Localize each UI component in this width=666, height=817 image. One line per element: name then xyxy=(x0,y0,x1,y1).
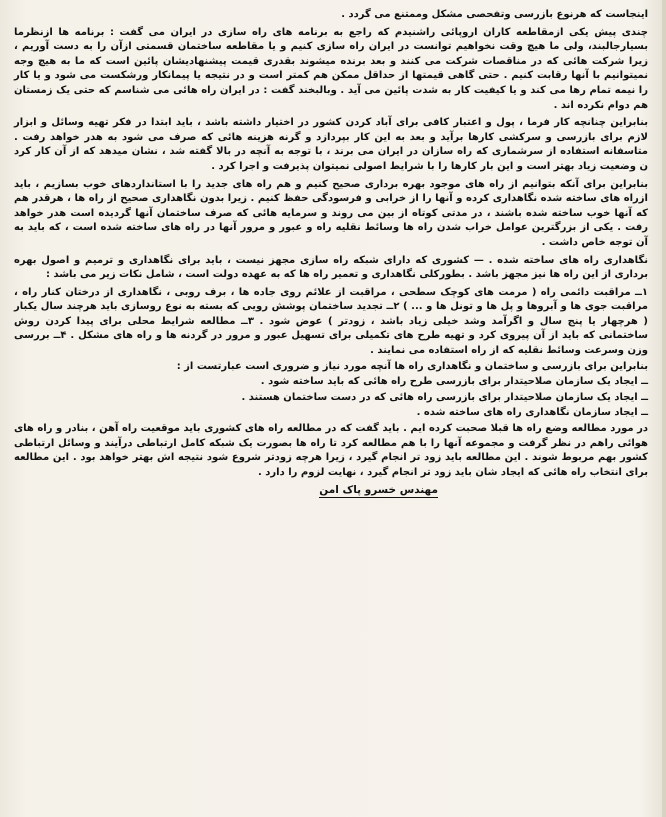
closing-paragraph: در مورد مطالعه وضع راه ها قبلا صحبت کرده ایم . باید گفت که در مطالعه راه های کشوری باید موقعیت راه آهن ، بنادر و راه های هوائی راهم در نظر گرفت و مجموعه آنها را با هم مطالعه کرد تا راه ها بصورت یک شبکه کامل ارتباطی درآیند و وسائل ارتباطی کشور بهم مربوط شوند . این مطالعه باید زود تر انجام گیرد ، زیرا هرچه زودتر شروع شود نتیجه اش بهتر خواهد بود . این مطالعه برای انتخاب راه هائی که ایجاد شان باید زود تر انجام گیرد ، نهایت لزوم را دارد . xyxy=(14,423,648,478)
paragraph-4: بنابراین برای آنکه بتوانیم از راه های موجود بهره برداری صحیح کنیم و هم راه های جدید را با استانداردهای خوب بسازیم ، باید ازراه های ساخته شده نگاهداری کرده و آنها را از خرابی و فرسودگی حفظ کنیم . زیرا بدون نگاهداری صحیح از راه ها ، هرقدر هم که آنها خوب ساخته شده باشند ، در مدتی کوتاه از بین می روند و سرمایه هائی که صرف ساختمان آنها گردیده است هدر خواهد رفت . یکی از بزرگترین عوامل خراب شدن راه ها وسائط نقلیه راه و عبور و مرور آنها در راه های ساخته شده است ، که باید به آن توجه خاص داشت . xyxy=(14,178,648,248)
page-edge-shadow xyxy=(662,0,666,817)
author-signature xyxy=(14,484,648,496)
requirements-list xyxy=(14,286,648,421)
author-name: مهندس خسرو پاک امن xyxy=(319,484,438,497)
list-item: ــ ایجاد یک سازمان صلاحیتدار برای بازرسی راه هائی که در دست ساختمان هستند . xyxy=(241,391,648,403)
article-body xyxy=(14,8,648,480)
list-item: ــ ایجاد سازمان نگاهداری راه های ساخته شده . xyxy=(416,407,648,419)
list-item: بنابراین برای بازرسی و ساختمان و نگاهداری راه ها آنچه مورد نیاز و ضروری است عبارتست از : xyxy=(176,360,648,372)
paragraph-3: بنابراین چنانچه کار فرما ، پول و اعتبار کافی برای آباد کردن کشور در اختیار داشته باشد ، باید ابتدا در فکر تهیه وسائل و ابزار لازم برای بازرسی و سرکشی کارها برآید و بعد به این کار بپردازد و گرنه هزینه هائی که صرف می شود به هدر خواهد رفت . متاسفانه استفاده از سرشماری که راه سازان در ایران می برند ، با توجه به آنچه در بالا گفته شد ، نشان میدهد که از آن کار کرد ن وضعیت زیاد بهتر است و این بار کارها را با شرایط اصولی نمیتوان پذیرفت و اجرا کرد . xyxy=(14,117,648,172)
paragraph-5: نگاهداری راه های ساخته شده . — کشوری که دارای شبکه راه سازی مجهز نیست ، باید برای نگاهداری و ترمیم و اصول بهره برداری از این راه ها نیز مجهز باشد . بطورکلی نگاهداری و تعمیر راه ها که به عهده دولت است ، شامل نکات زیر می باشد : xyxy=(14,254,648,281)
paragraph-1: اینجاست که هرنوع بازرسی وتفحصی مشکل وممتنع می گردد . xyxy=(341,9,648,20)
list-item: ۱ــ مراقبت دائمی راه ( مرمت های کوچک سطحی ، مراقبت از علائم روی جاده ها ، برف روبی ، نگاهداری از درختان کنار راه ، مراقبت جوی ها و آبروها و پل ها و تونل ها و ... ) ۲ــ تجدید ساختمان پوشش رویی که بسته به نوع روسازی باید هرچند سال یکبار ( هرچهار یا پنج سال و اگرآمد وشد خیلی زیاد باشد ، زودتر ) عوض شود . ۳ــ مطالعه شرایط محلی برای پیدا کردن روش ساختمانی که باید از آن پیروی کرد و تهیه طرح های تکمیلی برای تسهیل عبور و مرور در گردنه ها و راه های مشکل . ۴ــ بررسی وزن وسرعت وسائط نقلیه که از راه استفاده می نمایند . xyxy=(14,286,649,357)
paragraph-2: چندی پیش یکی ازمقاطعه کاران اروپائی راشنیدم که راجع به برنامه های راه سازی در ایران می گفت : برنامه ها ازنظرما بسیارجالبند، ولی ما هیچ وقت نخواهیم توانست در ایران راه سازی کنیم و یا مقاطعه ساختمان قسمتی ازآن را به دست آوریم ، زیرا شرکت هائی که در مناقصات شرکت می کنند و بعد برنده میشوند بقدری قیمت پیشنهادیشان پائین است که ما به هیچ وجه نمیتوانیم با آنها رقابت کنیم . حتی گاهی قیمتها از حداقل ممکن هم کمتر است و در نتیجه یا پیمانکار ورشکست می شود و یا کار را نیمه تمام رها می کند و یا کیفیت کار به شدت پائین می آید . وبالبخند گفت : در ایران راه هائی می شناسم که حتی یک زمستان هم دوام نکرده اند . xyxy=(14,26,648,111)
list-item: ــ ایجاد یک سازمان صلاحیتدار برای بازرسی طرح راه هائی که باید ساخته شود . xyxy=(260,376,648,388)
